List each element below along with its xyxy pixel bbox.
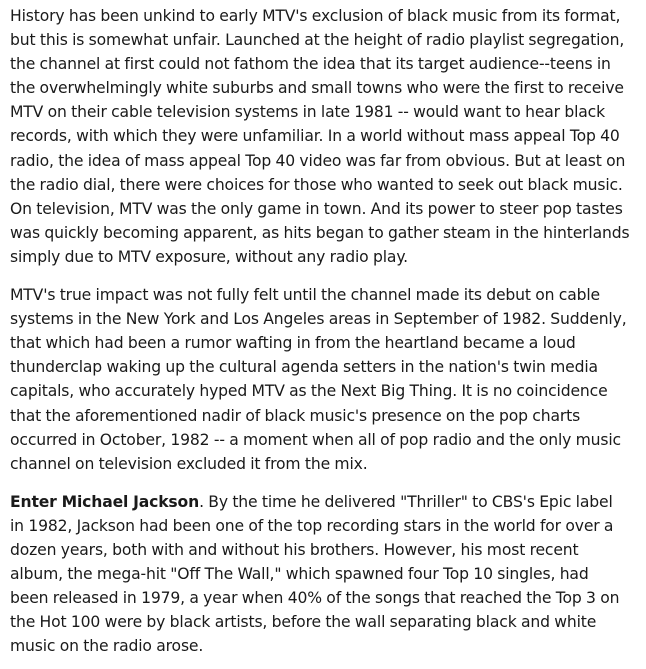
- paragraph-body-text: . By the time he delivered "Thriller" to CBS's Epic label in 1982, Jackson had been one of the top recording stars in the world for over a dozen years, both with and without his brothers. However, his most recent album, the mega-hit "Off The Wall," which spawned four Top 10 singles, had been released in 1979, a year when 40% of the songs that reached the Top 3 on the Hot 100 were by black artists, before the wall separating black and white music on the radio arose.: [10, 492, 620, 656]
- paragraph-mtv-exclusion: History has been unkind to early MTV's exclusion of black music from its format, but this is somewhat unfair. Launched at the height of radio playlist segregation, the channel at first could not fathom the idea that its target audience--teens in the overwhelmingly white suburbs and small towns who were the first to receive MTV on their cable television systems in late 1981 -- would want to hear black records, with which they were unfamiliar. In a world without mass appeal Top 40 radio, the idea of mass appeal Top 40 video was far from obvious. But at least on the radio dial, there were choices for those who wanted to seek out black music. On television, MTV was the only game in town. And its power to steer pop tastes was quickly becoming apparent, as hits began to gather steam in the hinterlands simply due to MTV exposure, without any radio play.: [10, 7, 630, 266]
- paragraph-michael-jackson: [10, 490, 630, 659]
- paragraph-mtv-impact: MTV's true impact was not fully felt until the channel made its debut on cable systems in the New York and Los Angeles areas in September of 1982. Suddenly, that which had been a rumor wafting in from the heartland became a loud thunderclap waking up the cultural agenda setters in the nation's twin media capitals, who accurately hyped MTV as the Next Big Thing. It is no coincidence that the aforementioned nadir of black music's presence on the pop charts occurred in October, 1982 -- a moment when all of pop radio and the only music channel on television excluded it from the mix.: [10, 286, 627, 473]
- lead-in-bold: Enter Michael Jackson: [10, 492, 200, 511]
